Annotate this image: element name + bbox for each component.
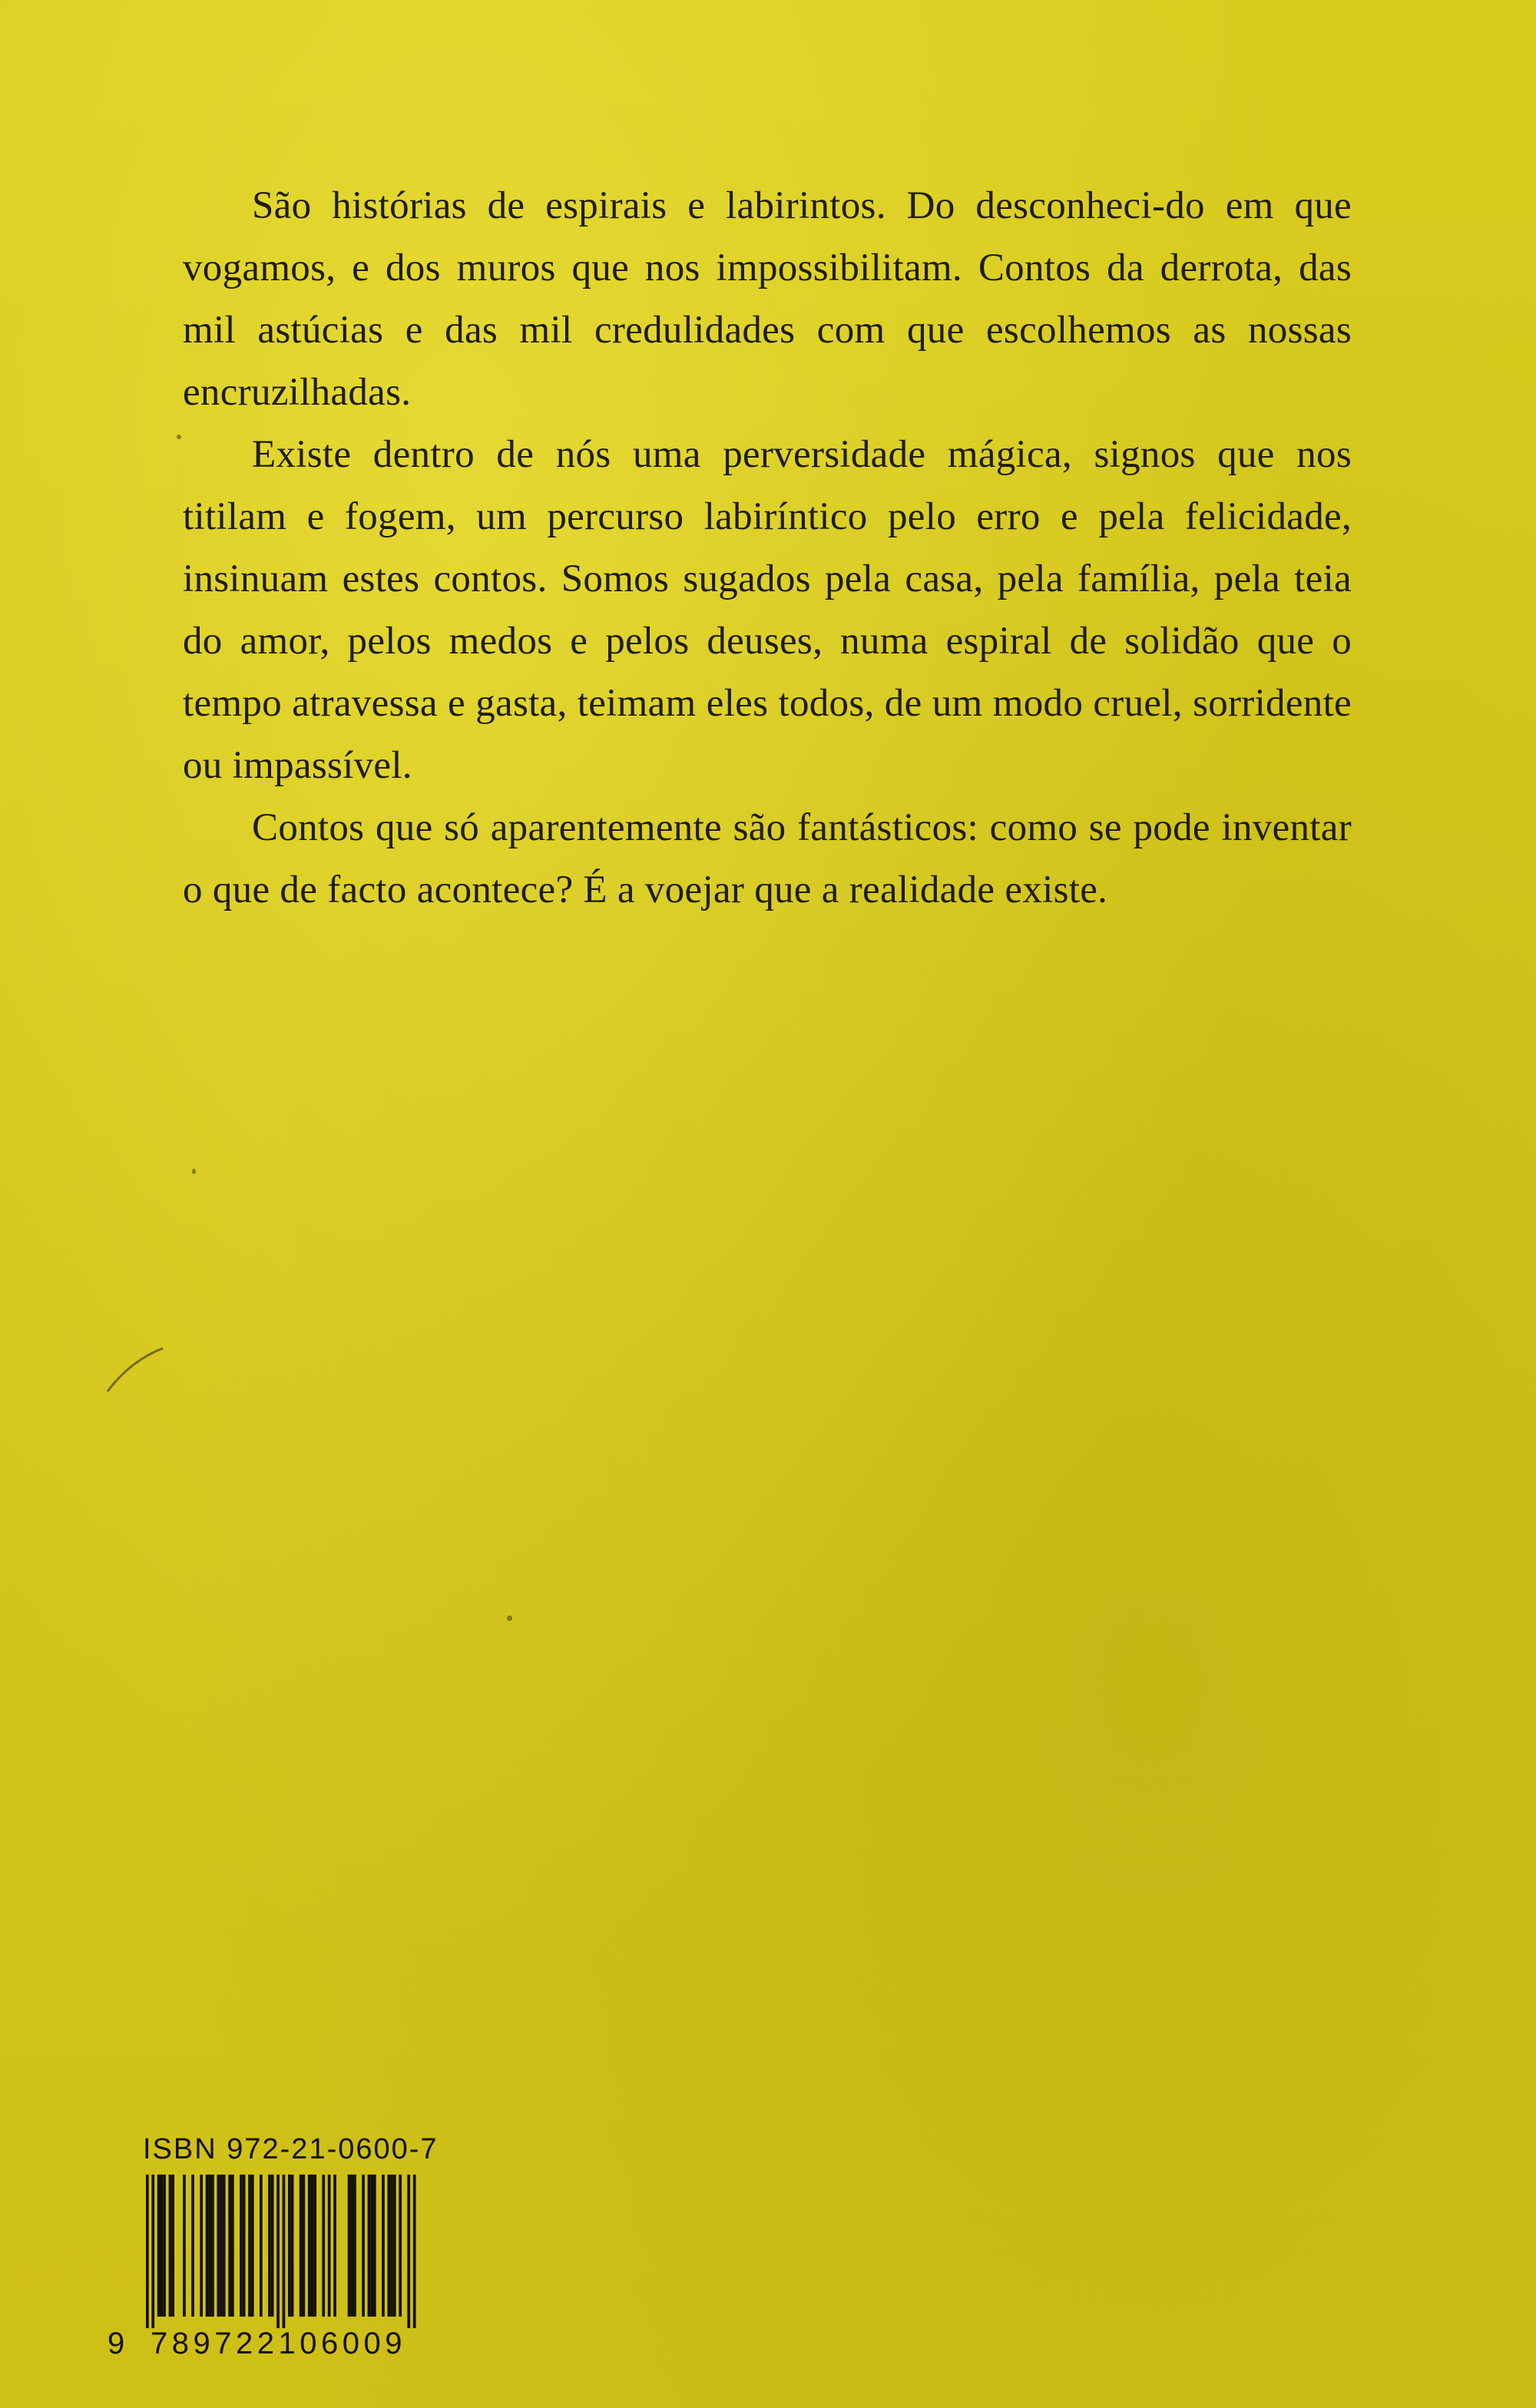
barcode-bar [217,2175,220,2317]
blurb-text [183,175,1352,921]
barcode-bar [243,2175,246,2317]
barcode-bar [171,2175,174,2317]
barcode-bar [208,2175,211,2317]
barcode-bar [206,2175,209,2317]
barcode-bar [368,2175,371,2317]
barcode-bar [353,2175,356,2317]
barcode-bar [303,2175,306,2317]
barcode-bar [300,2175,303,2317]
barcode-bar [382,2175,385,2317]
barcode-bar [200,2175,203,2317]
barcode-bar [407,2175,410,2328]
barcode-bar [223,2175,226,2317]
barcode-bar [288,2175,291,2317]
blurb-paragraph-1: São histórias de espirais e labirintos. Do desconheci-do em que vogamos, e dos muros que nos impossibilitam. Contos da derrota, das mil astúcias e das mil credulidades com que escolhemos as nossas encruzilhadas. [183,184,1352,414]
barcode-bar [271,2175,274,2317]
barcode-first-digit: 9 [108,2327,125,2360]
barcode-bar [151,2175,154,2328]
barcode-bar [211,2175,214,2317]
barcode-bar [291,2175,294,2317]
barcode-bar [248,2175,251,2317]
barcode-bar [328,2175,331,2317]
barcode-bar [322,2175,325,2317]
barcode-bar [251,2175,254,2317]
barcode-bar [388,2175,391,2317]
barcode-bar [362,2175,365,2317]
barcode-bar [413,2175,416,2328]
barcode-bar [313,2175,316,2317]
blurb-paragraph-3: Contos que só aparentemente são fantásticos: como se pode inventar o que de facto acontece? É a voejar que a realidade existe. [183,806,1352,911]
barcode-bar [393,2175,396,2317]
barcode-bar [183,2175,186,2317]
barcode-bar [157,2175,161,2317]
barcode-bar [220,2175,223,2317]
barcode-bar [228,2175,231,2317]
barcode-bar [260,2175,263,2317]
barcode-bar [169,2175,172,2317]
barcode-bar [348,2175,351,2317]
barcode-bar [370,2175,373,2317]
isbn-label: ISBN 972-21-0600-7 [143,2133,439,2165]
barcode-bar [283,2175,286,2328]
barcode-bar [191,2175,194,2317]
blurb-paragraph-2: Existe dentro de nós uma perversidade mágica, signos que nos titilam e fogem, um percurso labiríntico pelo erro e pela felicidade, insinuam estes contos. Somos sugados pela casa, pela família, pela teia do amor, pelos medos e pelos deuses, numa espiral de solidão que o tempo atravessa e gasta, teimam eles todos, de um modo cruel, sorridente ou impassível. [183,433,1352,787]
barcode-bar [373,2175,376,2317]
barcode-bar [146,2175,149,2328]
barcode-bar [350,2175,353,2317]
barcode-bar [163,2175,166,2317]
cover-speck [177,435,181,439]
barcode-bar [276,2175,280,2328]
barcode-bar [399,2175,402,2317]
barcode-bar [240,2175,243,2317]
barcode-bars [108,2175,438,2328]
barcode-digits: 789722106009 [151,2327,406,2360]
cover-speck [507,1616,512,1621]
barcode-bar [308,2175,311,2317]
barcode-bar [161,2175,164,2317]
barcode-bar [231,2175,234,2317]
barcode-bar [311,2175,314,2317]
barcode-bar [268,2175,271,2317]
barcode-bar [390,2175,393,2317]
barcode-bar [333,2175,336,2317]
cover-speck [192,1169,196,1174]
